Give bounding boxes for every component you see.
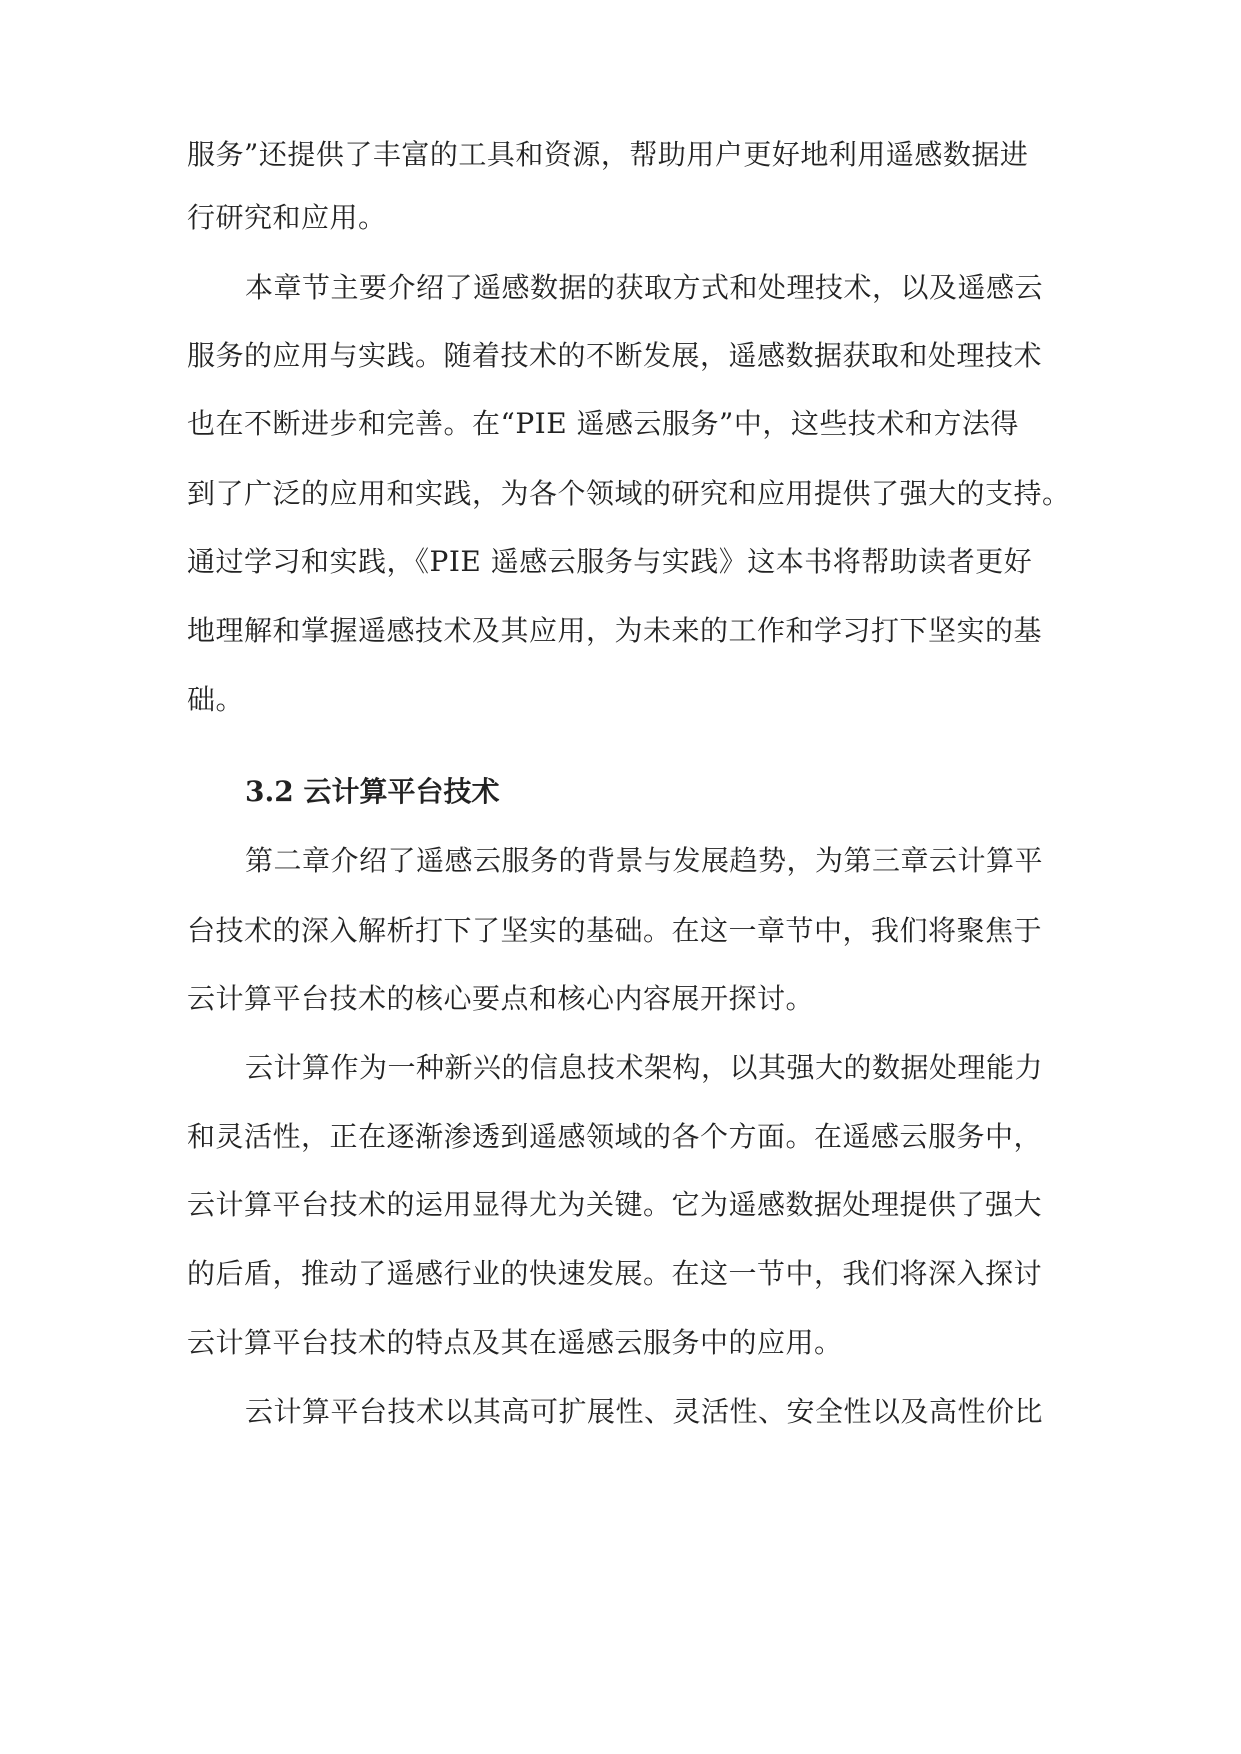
paragraph-line: 础。 [187, 683, 245, 716]
paragraph-line: 也在不断进步和完善。在“PIE 遥感云服务”中，这些技术和方法得 [187, 407, 1019, 440]
paragraph-line: 服务的应用与实践。随着技术的不断发展，遥感数据获取和处理技术 [187, 339, 1043, 372]
paragraph-line: 云计算平台技术的运用显得尤为关键。它为遥感数据处理提供了强大 [187, 1188, 1043, 1221]
paragraph-line: 第二章介绍了遥感云服务的背景与发展趋势，为第三章云计算平 [245, 844, 1044, 877]
paragraph-line: 云计算平台技术的特点及其在遥感云服务中的应用。 [187, 1326, 843, 1359]
section-heading: 3.2 云计算平台技术 [245, 775, 500, 808]
paragraph-line: 台技术的深入解析打下了坚实的基础。在这一章节中，我们将聚焦于 [187, 914, 1043, 947]
paragraph-line: 到了广泛的应用和实践，为各个领域的研究和应用提供了强大的支持。 [187, 477, 1071, 510]
paragraph-line: 和灵活性，正在逐渐渗透到遥感领域的各个方面。在遥感云服务中， [187, 1120, 1043, 1153]
paragraph-line: 服务”还提供了丰富的工具和资源，帮助用户更好地利用遥感数据进 [187, 138, 1029, 171]
paragraph-line: 云计算平台技术以其高可扩展性、灵活性、安全性以及高性价比 [245, 1395, 1044, 1428]
paragraph-line: 云计算作为一种新兴的信息技术架构，以其强大的数据处理能力 [245, 1051, 1044, 1084]
paragraph-line: 行研究和应用。 [187, 201, 387, 234]
paragraph-line: 的后盾，推动了遥感行业的快速发展。在这一节中，我们将深入探讨 [187, 1257, 1043, 1290]
paragraph-line: 地理解和掌握遥感技术及其应用，为未来的工作和学习打下坚实的基 [187, 614, 1043, 647]
paragraph-line: 通过学习和实践，《PIE 遥感云服务与实践》这本书将帮助读者更好 [187, 545, 1033, 578]
paragraph-line: 云计算平台技术的核心要点和核心内容展开探讨。 [187, 982, 815, 1015]
paragraph-line: 本章节主要介绍了遥感数据的获取方式和处理技术，以及遥感云 [245, 271, 1044, 304]
